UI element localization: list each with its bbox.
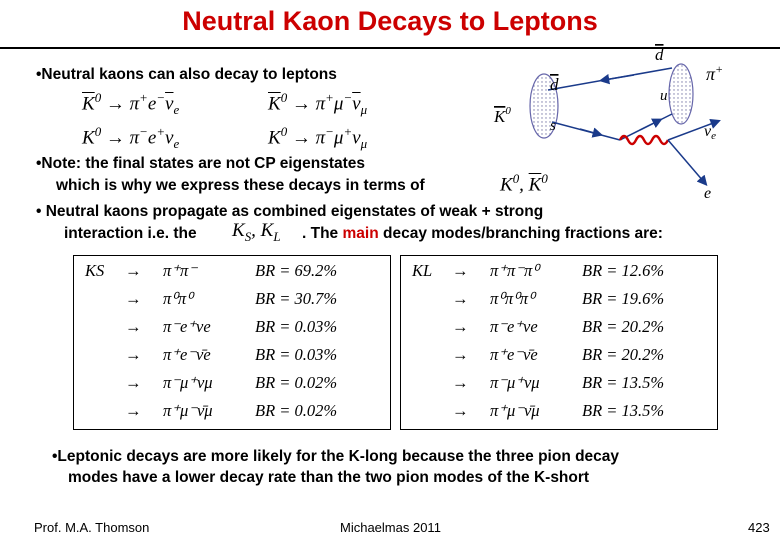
ks-branching-ratio: BR = 69.2% <box>255 261 338 280</box>
equation-k0-pi-mu-nu: $K^0 \to \pi^-\mu^+\nu_\mu$ <box>268 124 368 152</box>
dbar-arrow <box>604 75 634 80</box>
kl-decay-mode: π⁺π⁻π⁰ <box>490 261 539 280</box>
ks-decay-mode: π⁺μ⁻ν̄μ <box>163 401 213 420</box>
ks-branching-ratio: BR = 30.7% <box>255 289 338 308</box>
label-k0bar: $K^0$ <box>494 105 511 126</box>
ks-arrow: → <box>125 261 142 280</box>
bullet-leptonic-kl-line2: modes have a lower decay rate than the two pion modes of the K-short <box>68 469 590 486</box>
bullet-propagate-line2b <box>302 225 663 243</box>
kl-decay-mode: π⁰π⁰π⁰ <box>490 289 535 308</box>
s-arrow <box>580 129 598 134</box>
equation-k0bar-pi-e-nubar: $\overline{K}^0 \to \pi^+e^-\overline{\nu}_e$ <box>82 90 180 118</box>
note-label: •Note: <box>36 155 82 172</box>
text-main: main <box>342 225 379 242</box>
kl-arrow: → <box>452 373 469 392</box>
note-text: the final states are not CP eigenstates <box>81 155 366 172</box>
electron-line <box>668 140 704 182</box>
bullet-note-line2: which is why we express these decays in terms of <box>56 177 425 194</box>
equation-k0-pi-e-nu: $K^0 \to \pi^-e^+\nu_e$ <box>82 124 180 152</box>
slide-title: Neutral Kaon Decays to Leptons <box>182 6 598 36</box>
kl-branching-ratio: BR = 19.6% <box>582 289 665 308</box>
inline-ks-kl: $K_S$, $K_L$ <box>232 220 281 244</box>
feynman-diagram <box>480 40 780 210</box>
kl-branching-ratio: BR = 20.2% <box>582 345 665 364</box>
equation-k0bar-pi-mu-nubar: $\overline{K}^0 \to \pi^+\mu^-\overline{\nu}_\mu$ <box>268 90 368 118</box>
kl-arrow: → <box>452 261 469 280</box>
kl-decay-mode: π⁻μ⁺νμ <box>490 373 540 392</box>
label-u: u <box>660 88 668 104</box>
label-dbar-left: d <box>550 75 559 94</box>
kl-arrow: → <box>452 401 469 420</box>
label-electron: e <box>704 185 712 202</box>
ks-decay-mode: π⁰π⁰ <box>163 289 193 308</box>
ks-parent: KS <box>85 261 105 280</box>
kl-decay-mode: π⁺μ⁻ν̄μ <box>490 401 540 420</box>
footer-author: Prof. M.A. Thomson <box>34 520 150 535</box>
footer-page-number: 423 <box>748 520 770 535</box>
ks-branching-ratio: BR = 0.02% <box>255 401 338 420</box>
ks-arrow: → <box>125 401 142 420</box>
kl-decay-mode: π⁺e⁻ν̄e <box>490 345 538 364</box>
kl-branching-ratio: BR = 13.5% <box>582 401 665 420</box>
kl-decay-mode: π⁻e⁺νe <box>490 317 538 336</box>
ks-branching-ratio: BR = 0.02% <box>255 373 338 392</box>
ks-arrow: → <box>125 345 142 364</box>
ks-branching-ratio: BR = 0.03% <box>255 317 338 336</box>
ks-branching-ratio: BR = 0.03% <box>255 345 338 364</box>
bullet-propagate: • Neutral kaons propagate as combined eigenstates of weak + strong <box>36 203 544 220</box>
label-pi-plus: π+ <box>706 62 724 84</box>
ks-decay-mode: π⁻μ⁺νμ <box>163 373 213 392</box>
kl-table-box <box>400 255 718 430</box>
label-nu-e: νe <box>704 123 716 142</box>
bullet-leptons: •Neutral kaons can also decay to leptons <box>36 66 337 83</box>
ks-arrow: → <box>125 317 142 336</box>
label-dbar-top: d <box>655 45 664 64</box>
inline-k0-k0bar: $K^0$, $\overline{K}^0$ <box>500 171 548 196</box>
label-s: s <box>550 118 556 134</box>
kl-parent: KL <box>412 261 433 280</box>
ks-decay-mode: π⁺π⁻ <box>163 261 197 280</box>
ks-arrow: → <box>125 373 142 392</box>
pion-blob <box>669 64 693 124</box>
text-the: . The <box>302 225 339 242</box>
u-arrow <box>640 121 658 130</box>
kl-arrow: → <box>452 317 469 336</box>
kl-branching-ratio: BR = 13.5% <box>582 373 665 392</box>
bullet-propagate-line2a: interaction i.e. the <box>64 225 197 242</box>
ks-decay-mode: π⁻e⁺νe <box>163 317 211 336</box>
kl-arrow: → <box>452 345 469 364</box>
text-decay-modes: decay modes/branching fractions are: <box>382 225 663 242</box>
kl-branching-ratio: BR = 12.6% <box>582 261 665 280</box>
ks-arrow: → <box>125 289 142 308</box>
ks-decay-mode: π⁺e⁻ν̄e <box>163 345 211 364</box>
ks-table-box <box>73 255 391 430</box>
bullet-note <box>36 155 365 173</box>
kl-branching-ratio: BR = 20.2% <box>582 317 665 336</box>
kl-arrow: → <box>452 289 469 308</box>
w-boson-line <box>620 136 668 144</box>
footer-term: Michaelmas 2011 <box>340 520 441 535</box>
bullet-leptonic-kl: •Leptonic decays are more likely for the K-long because the three pion decay <box>52 448 620 465</box>
